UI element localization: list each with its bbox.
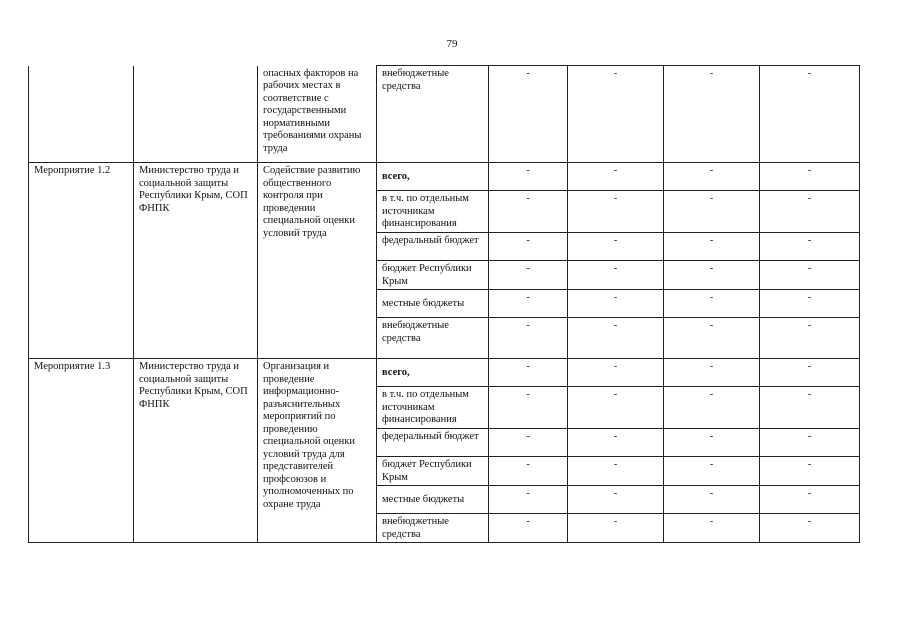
funding-source-cell: бюджет Республики Крым [377, 457, 489, 486]
value-cell: - [489, 359, 568, 387]
value-cell: - [489, 191, 568, 233]
value-cell: - [568, 66, 664, 163]
task-cell: Организация и проведение информационно-разъяснительных мероприятий по проведению специальной оценки условий труда для представителей профсоюзов и уполномоченных по охране труда [258, 359, 377, 543]
value-cell: - [760, 261, 860, 290]
executor-cell: Министерство труда и социальной защиты Республики Крым, СОП ФНПК [134, 359, 258, 543]
funding-source-cell: местные бюджеты [377, 486, 489, 514]
value-cell: - [489, 233, 568, 261]
value-cell: - [568, 486, 664, 514]
table-row [29, 163, 860, 191]
value-cell: - [489, 429, 568, 457]
value-cell: - [664, 318, 760, 359]
funding-table [28, 65, 860, 543]
measure-name-cell: Мероприятие 1.2 [29, 163, 134, 359]
funding-source-cell: всего, [377, 163, 489, 191]
page-number: 79 [446, 38, 458, 50]
value-cell: - [568, 429, 664, 457]
value-cell: - [568, 359, 664, 387]
value-cell: - [664, 261, 760, 290]
value-cell: - [760, 233, 860, 261]
value-cell: - [760, 457, 860, 486]
funding-source-cell: федеральный бюджет [377, 233, 489, 261]
value-cell: - [664, 457, 760, 486]
value-cell: - [568, 457, 664, 486]
value-cell: - [760, 486, 860, 514]
value-cell: - [760, 66, 860, 163]
value-cell: - [760, 429, 860, 457]
value-cell: - [664, 163, 760, 191]
funding-source-cell: федеральный бюджет [377, 429, 489, 457]
value-cell: - [760, 359, 860, 387]
value-cell: - [568, 163, 664, 191]
value-cell: - [664, 359, 760, 387]
funding-source-cell: внебюджетные средства [377, 66, 489, 163]
value-cell: - [760, 191, 860, 233]
value-cell: - [664, 486, 760, 514]
value-cell: - [489, 387, 568, 429]
value-cell: - [760, 163, 860, 191]
task-cell: Содействие развитию общественного контроля при проведении специальной оценки условий труда [258, 163, 377, 359]
value-cell: - [568, 387, 664, 429]
value-cell: - [664, 233, 760, 261]
value-cell: - [664, 191, 760, 233]
value-cell: - [568, 514, 664, 543]
value-cell: - [489, 163, 568, 191]
value-cell: - [568, 318, 664, 359]
funding-source-cell: в т.ч. по отдельным источникам финансирования [377, 387, 489, 429]
value-cell: - [760, 387, 860, 429]
value-cell: - [489, 486, 568, 514]
value-cell: - [489, 514, 568, 543]
value-cell: - [760, 514, 860, 543]
funding-source-cell: внебюджетные средства [377, 514, 489, 543]
value-cell: - [664, 290, 760, 318]
value-cell: - [489, 290, 568, 318]
value-cell: - [489, 66, 568, 163]
value-cell: - [760, 318, 860, 359]
value-cell: - [489, 457, 568, 486]
value-cell: - [568, 191, 664, 233]
task-cell: опасных факторов на рабочих местах в соответствие с государственными нормативными требованиями охраны труда [258, 66, 377, 163]
measure-name-cell: Мероприятие 1.3 [29, 359, 134, 543]
funding-source-cell: местные бюджеты [377, 290, 489, 318]
executor-cell [134, 66, 258, 163]
value-cell: - [489, 261, 568, 290]
executor-cell: Министерство труда и социальной защиты Республики Крым, СОП ФНПК [134, 163, 258, 359]
value-cell: - [664, 429, 760, 457]
value-cell: - [489, 318, 568, 359]
funding-source-cell: бюджет Республики Крым [377, 261, 489, 290]
measure-name-cell [29, 66, 134, 163]
value-cell: - [568, 233, 664, 261]
table-row [29, 359, 860, 387]
table-row [29, 66, 860, 163]
value-cell: - [664, 387, 760, 429]
funding-source-cell: всего, [377, 359, 489, 387]
value-cell: - [664, 514, 760, 543]
value-cell: - [568, 261, 664, 290]
value-cell: - [760, 290, 860, 318]
value-cell: - [664, 66, 760, 163]
value-cell: - [568, 290, 664, 318]
funding-source-cell: внебюджетные средства [377, 318, 489, 359]
funding-source-cell: в т.ч. по отдельным источникам финансирования [377, 191, 489, 233]
